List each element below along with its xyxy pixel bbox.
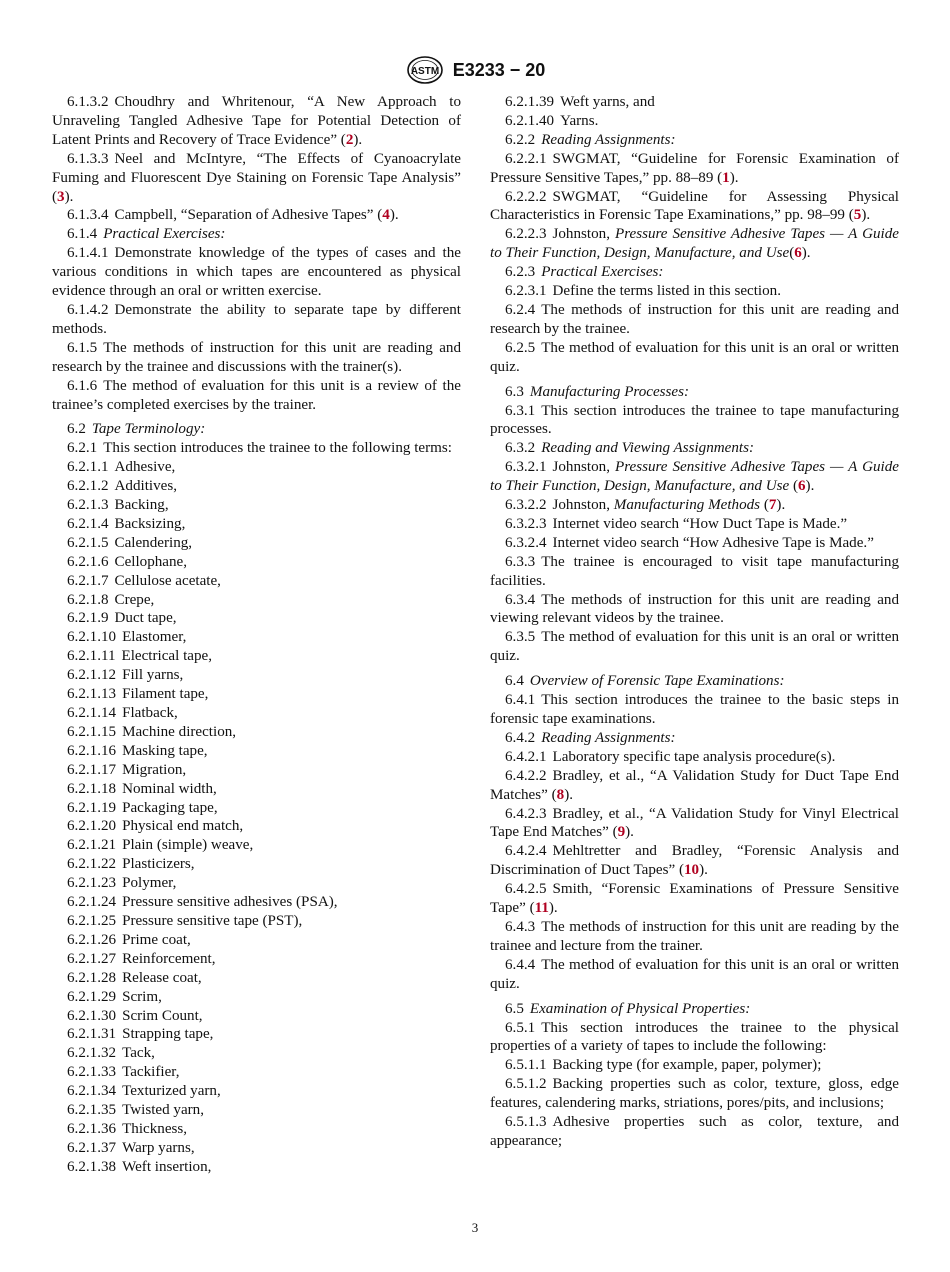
right-column <box>490 93 899 1151</box>
page-number: 3 <box>471 1220 479 1235</box>
section-heading: 6.2.2 Reading Assignments: <box>505 131 676 148</box>
citation-link[interactable]: 2 <box>345 131 354 148</box>
term-list-item: 6.2.1.3 Backing, <box>67 497 169 514</box>
term-list-item: 6.2.1.8 Crepe, <box>67 591 155 608</box>
paragraph: 6.2.4 The methods of instruction for this unit are reading and research by the trainee. <box>490 301 899 337</box>
term-list-item: 6.2.1.11 Electrical tape, <box>67 648 213 665</box>
term-list-item: 6.2.1.18 Nominal width, <box>67 780 217 797</box>
svg-text:ASTM: ASTM <box>410 66 439 77</box>
term-list-item: 6.2.1.32 Tack, <box>67 1045 155 1062</box>
paragraph: 6.3.3 The trainee is encouraged to visit tape manufacturing facilities. <box>490 553 899 589</box>
citation-link[interactable]: 6 <box>794 245 802 262</box>
paragraph: 6.3.2.4 Internet video search “How Adhesive Tape is Made.” <box>505 534 874 551</box>
paragraph: 6.1.3.4 Campbell, “Separation of Adhesive Tapes” (4). <box>67 207 399 224</box>
term-list-item: 6.2.1.4 Backsizing, <box>67 515 186 532</box>
term-list-item: 6.2.1.15 Machine direction, <box>67 723 237 740</box>
citation-link[interactable]: 1 <box>722 169 730 186</box>
term-list-item: 6.2.1.17 Migration, <box>67 761 187 778</box>
term-list-item: 6.2.1.16 Masking tape, <box>67 742 208 759</box>
section-heading: 6.3.2 Reading and Viewing Assignments: <box>505 440 755 457</box>
term-list-item: 6.2.1.21 Plain (simple) weave, <box>67 837 254 854</box>
paragraph: 6.1.5 The methods of instruction for this unit are reading and research by the trainee and discussions with the trainer(s). <box>52 339 461 375</box>
paragraph: 6.4.3 The methods of instruction for this unit are reading by the trainee and lecture from the trainer. <box>490 918 899 954</box>
term-list-item: 6.2.1.6 Cellophane, <box>67 553 188 570</box>
paragraph: 6.2.2.3 Johnston, Pressure Sensitive Adhesive Tapes — A Guide to Their Function, Design, Manufacture, and Use(6). <box>490 226 899 262</box>
citation-link[interactable]: 8 <box>556 786 565 803</box>
citation-link[interactable]: 5 <box>853 207 862 224</box>
term-list-item: 6.2.1.38 Weft insertion, <box>67 1158 212 1175</box>
citation-link[interactable]: 4 <box>382 207 390 224</box>
citation-link[interactable]: 11 <box>534 900 549 917</box>
paragraph: 6.4.2.4 Mehltretter and Bradley, “Forensic Analysis and Discrimination of Duct Tapes” (10). <box>490 843 899 879</box>
paragraph: 6.5.1.3 Adhesive properties such as color, texture, and appearance; <box>490 1114 899 1149</box>
section-heading: 6.4.2 Reading Assignments: <box>505 729 676 746</box>
paragraph: 6.3.2.1 Johnston, Pressure Sensitive Adhesive Tapes — A Guide to Their Function, Design, Manufacture, and Use (6). <box>490 459 899 495</box>
terms-list <box>52 458 461 1176</box>
term-list-item: 6.2.1.20 Physical end match, <box>67 818 244 835</box>
paragraph: 6.4.2.2 Bradley, et al., “A Validation Study for Duct Tape End Matches” (8). <box>490 767 899 803</box>
section-heading: 6.5 Examination of Physical Properties: <box>505 1000 751 1017</box>
paragraph: 6.3.5 The method of evaluation for this unit is an oral or written quiz. <box>490 629 899 665</box>
term-list-item: 6.2.1.12 Fill yarns, <box>67 667 184 684</box>
page-header <box>0 55 950 85</box>
astm-logo <box>405 55 445 85</box>
paragraph: 6.2.1 This section introduces the trainee to the following terms: <box>67 440 452 457</box>
section-heading: 6.3 Manufacturing Processes: <box>505 383 690 400</box>
paragraph: 6.3.2.3 Internet video search “How Duct Tape is Made.” <box>505 515 848 532</box>
term-list-item: 6.2.1.30 Scrim Count, <box>67 1007 203 1024</box>
term-list-item: 6.2.1.26 Prime coat, <box>67 931 191 948</box>
section-heading: 6.4 Overview of Forensic Tape Examinations: <box>505 673 785 690</box>
term-list-item: 6.2.1.35 Twisted yarn, <box>67 1102 205 1119</box>
term-list-item: 6.2.1.10 Elastomer, <box>67 629 187 646</box>
paragraph: 6.4.1 This section introduces the trainee to the basic steps in forensic tape examinations. <box>490 692 899 727</box>
paragraph: 6.1.3.3 Neel and McIntyre, “The Effects of Cyanoacrylate Fuming and Fluorescent Dye Staining on Forensic Tape Analysis” (3). <box>52 150 461 205</box>
term-list-item: 6.2.1.37 Warp yarns, <box>67 1139 195 1156</box>
section-heading: 6.2.3 Practical Exercises: <box>505 264 664 281</box>
paragraph: 6.3.2.2 Johnston, Manufacturing Methods (7). <box>505 497 786 514</box>
term-list-item: 6.2.1.9 Duct tape, <box>67 610 177 627</box>
section-heading: 6.2 Tape Terminology: <box>67 421 206 438</box>
term-list-item: 6.2.1.7 Cellulose acetate, <box>67 572 221 589</box>
paragraph: 6.5.1 This section introduces the trainee to the physical properties of a variety of tapes to include the following: <box>490 1019 899 1055</box>
term-list-item: 6.2.1.22 Plasticizers, <box>67 856 195 873</box>
standard-code: E3233 − 20 <box>452 59 546 80</box>
paragraph: 6.3.4 The methods of instruction for this unit are reading and viewing relevant videos by the trainee. <box>490 591 899 627</box>
term-list-item: 6.2.1.24 Pressure sensitive adhesives (PSA), <box>67 894 338 911</box>
citation-link[interactable]: 10 <box>684 862 700 879</box>
term-list-item: 6.2.1.31 Strapping tape, <box>67 1026 214 1043</box>
term-list-item: 6.2.1.14 Flatback, <box>67 705 178 721</box>
term-list-item: 6.2.1.23 Polymer, <box>67 875 177 892</box>
term-list-item: 6.2.1.19 Packaging tape, <box>67 799 218 816</box>
section-heading: 6.1.4 Practical Exercises: <box>67 226 226 243</box>
term-list-item: 6.2.1.33 Tackifier, <box>67 1064 180 1081</box>
paragraph: 6.1.4.1 Demonstrate knowledge of the types of cases and the various conditions in which tapes are encountered as physical evidence through an oral or written exercise. <box>52 245 461 300</box>
term-list-item: 6.2.1.25 Pressure sensitive tape (PST), <box>67 912 303 929</box>
paragraph: 6.2.5 The method of evaluation for this unit is an oral or written quiz. <box>490 339 899 375</box>
term-list-item: 6.2.1.36 Thickness, <box>67 1120 188 1137</box>
term-list-item: 6.2.1.28 Release coat, <box>67 969 202 986</box>
paragraph: 6.5.1.1 Backing type (for example, paper, polymer); <box>505 1057 822 1074</box>
term-list-item: 6.2.1.13 Filament tape, <box>67 686 209 703</box>
paragraph: 6.1.6 The method of evaluation for this unit is a review of the trainee’s completed exercises by the trainer. <box>52 377 461 413</box>
citation-link[interactable]: 3 <box>57 188 65 205</box>
paragraph: 6.2.2.1 SWGMAT, “Guideline for Forensic Examination of Pressure Sensitive Tapes,” pp. 88–89 (1). <box>490 150 899 186</box>
citation-link[interactable]: 9 <box>617 824 626 841</box>
paragraph: 6.4.2.3 Bradley, et al., “A Validation Study for Vinyl Electrical Tape End Matches” (9). <box>490 805 899 841</box>
paragraph: 6.1.4.2 Demonstrate the ability to separate tape by different methods. <box>52 301 461 337</box>
paragraph: 6.4.2.1 Laboratory specific tape analysis procedure(s). <box>505 748 836 765</box>
paragraph: 6.1.3.2 Choudhry and Whritenour, “A New Approach to Unraveling Tangled Adhesive Tape for Potential Detection of Latent Prints and Recovery of Trace Evidence” (2). <box>52 94 461 148</box>
paragraph: 6.2.3.1 Define the terms listed in this section. <box>505 283 781 300</box>
paragraph: 6.2.2.2 SWGMAT, “Guideline for Assessing Physical Characteristics in Forensic Tape Examinations,” pp. 98–99 (5). <box>490 188 899 224</box>
term-list-item: 6.2.1.27 Reinforcement, <box>67 950 216 967</box>
term-list-item: 6.2.1.5 Calendering, <box>67 534 193 551</box>
citation-link[interactable]: 7 <box>768 497 777 514</box>
term-list-item: 6.2.1.29 Scrim, <box>67 988 162 1005</box>
list-item: 6.2.1.40 Yarns. <box>505 112 599 129</box>
term-list-item: 6.2.1.1 Adhesive, <box>67 459 176 476</box>
list-item: 6.2.1.39 Weft yarns, and <box>505 94 655 110</box>
paragraph: 6.4.4 The method of evaluation for this unit is an oral or written quiz. <box>490 956 899 992</box>
paragraph: 6.5.1.2 Backing properties such as color, texture, gloss, edge features, calendering marks, striations, pores/pits, and inclusions; <box>490 1076 899 1112</box>
paragraph: 6.4.2.5 Smith, “Forensic Examinations of Pressure Sensitive Tape” (11). <box>490 881 899 917</box>
term-list-item: 6.2.1.34 Texturized yarn, <box>67 1083 221 1100</box>
citation-link[interactable]: 6 <box>798 478 806 495</box>
term-list-item: 6.2.1.2 Additives, <box>67 478 177 495</box>
left-column <box>52 93 461 1177</box>
paragraph: 6.3.1 This section introduces the trainee to tape manufacturing processes. <box>490 402 899 438</box>
